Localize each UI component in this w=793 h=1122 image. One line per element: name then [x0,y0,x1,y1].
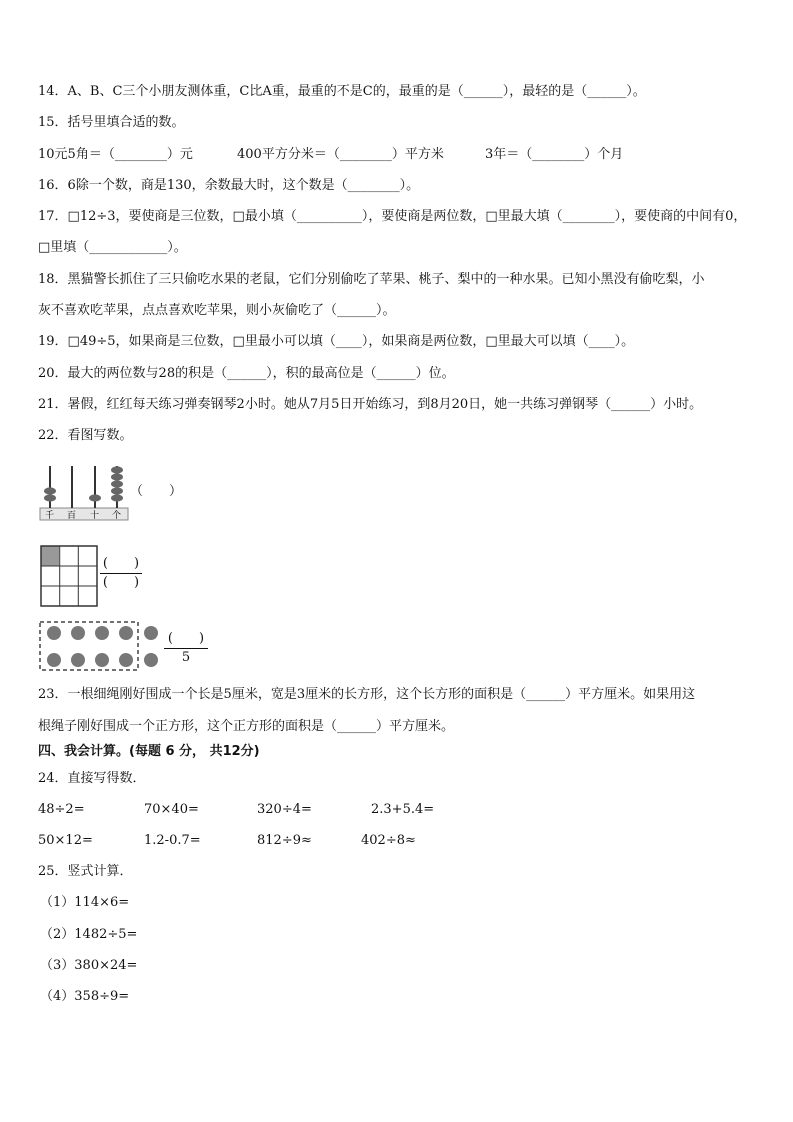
bead [89,494,101,501]
question-21: 21．暑假，红红每天练习弹奏钢琴2小时。她从7月5日开始练习，到8月20日，她一共练习弹钢琴（______）小时。 [38,397,703,412]
question-15-b: 400平方分米＝（________）平方米 [237,147,444,162]
vertical-calc-item: （2）1482÷5= [40,927,138,942]
dot [47,626,61,640]
dot [95,653,109,667]
dots-fraction [164,630,208,667]
bead [111,480,123,487]
question-17-line2: □里填（____________）。 [38,240,187,255]
abacus-label-tens: 十 [90,511,100,521]
question-18-line1: 18．黑猫警长抓住了三只偷吃水果的老鼠，它们分别偷吃了苹果、桃子、梨中的一种水果。已知小黑没有偷吃梨，小 [38,272,705,287]
calc-item: 2.3+5.4= [371,802,435,817]
bead [44,487,56,494]
bead [111,494,123,501]
bead [44,494,56,501]
dot [71,653,85,667]
dot [119,653,133,667]
calc-item: 70×40= [144,802,199,817]
abacus-label-hundreds: 百 [67,511,77,521]
grid-fraction-numerator: ( ) [102,556,140,571]
abacus-label-thousands: 千 [45,511,55,521]
dot [119,626,133,640]
abacus-figure [38,462,130,522]
question-23-line1: 23．一根细绳刚好围成一个长是5厘米，宽是3厘米的长方形，这个长方形的面积是（______）平方厘米。如果用这 [38,687,696,702]
shaded-cell [41,546,59,566]
question-23-line2: 根绳子刚好围成一个正方形，这个正方形的面积是（______）平方厘米。 [38,719,455,734]
dots-fraction-figure [38,620,163,676]
abacus-drawing [38,462,130,522]
dot [71,626,85,640]
dots-fraction-denominator: 5 [181,650,191,665]
dot [144,626,158,640]
abacus-answer-blank: （ ） [130,484,183,499]
dot [144,653,158,667]
question-15-c: 3年＝（________）个月 [485,147,624,162]
question-18-line2: 灰不喜欢吃苹果，点点喜欢吃苹果，则小灰偷吃了（______）。 [38,303,396,318]
question-17-line1: 17．□12÷3，要使商是三位数，□最小填（__________），要使商是两位数，□里最大填（________），要使商的中间有0， [38,209,747,224]
question-25: 25．竖式计算． [38,864,133,879]
calc-item: 50×12= [38,833,93,848]
grid-fraction-denominator: ( ) [102,575,140,590]
question-22: 22．看图写数。 [38,428,133,443]
dot [47,653,61,667]
vertical-calc-item: （3）380×24= [40,958,138,973]
vertical-calc-item: （1）114×6= [40,895,130,910]
abacus-label-ones: 个 [112,511,122,521]
grid-drawing [40,545,98,607]
dots-fraction-numerator: ( ) [167,631,205,646]
bead [111,473,123,480]
calc-item: 48÷2= [38,802,85,817]
question-20: 20．最大的两位数与28的积是（______），积的最高位是（______）位。 [38,366,455,381]
vertical-calc-item: （4）358÷9= [40,989,130,1004]
grid-fraction [100,555,142,592]
dots-drawing [38,620,163,672]
calc-item: 402÷8≈ [361,833,416,848]
question-14: 14．A、B、C三个小朋友测体重，C比A重，最重的不是C的，最重的是（______），最轻的是（______）。 [38,84,646,99]
question-24: 24．直接写得数． [38,771,146,786]
question-15-a: 10元5角＝（________）元 [38,147,193,162]
bead [111,487,123,494]
calc-item: 812÷9≈ [257,833,312,848]
grid-fraction-figure [40,545,98,611]
calc-item: 1.2-0.7= [144,833,201,848]
bead [111,466,123,473]
question-15: 15．括号里填合适的数。 [38,115,185,130]
question-16: 16．6除一个数，商是130，余数最大时，这个数是（________）。 [38,178,420,193]
question-19: 19．□49÷5，如果商是三位数，□里最小可以填（____），如果商是两位数，□里最大可以填（____）。 [38,334,635,349]
calc-item: 320÷4= [257,802,312,817]
dot [95,626,109,640]
section-4-title: 四、我会计算。(每题 6 分， 共12分) [38,744,260,759]
